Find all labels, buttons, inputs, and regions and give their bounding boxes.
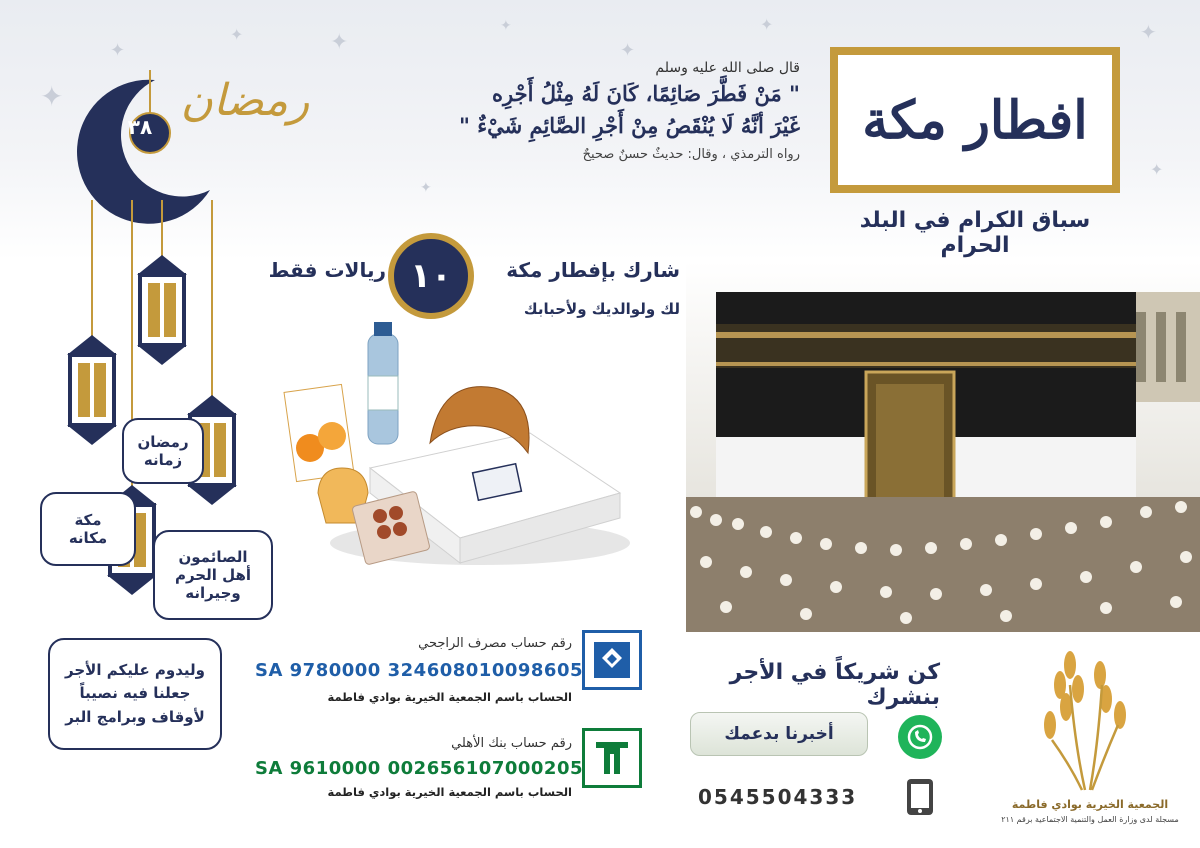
iftar-meal-illustration bbox=[280, 318, 640, 578]
bubble-makkah-place bbox=[40, 492, 136, 566]
bubble-line: وجيرانه bbox=[185, 584, 241, 602]
ahli-iban[interactable] bbox=[255, 758, 583, 779]
hadith-intro: قال صلى الله عليه وسلم bbox=[655, 60, 800, 76]
lantern-icon bbox=[137, 255, 187, 365]
kaaba-photo bbox=[686, 262, 1200, 632]
bubble-line: لأوقاف وبرامج البر bbox=[65, 707, 205, 726]
brand-tagline: سباق الكرام في البلد الحرام bbox=[859, 208, 1091, 258]
beneficiaries-text: لك ولوالديك ولأحبابك bbox=[523, 300, 680, 318]
brand-logo-frame bbox=[830, 47, 1120, 193]
price-badge: ١٠ bbox=[388, 233, 474, 319]
brand-logo-text: افطار مكة bbox=[838, 55, 1112, 185]
tell-us-button[interactable] bbox=[690, 712, 868, 756]
rajhi-bank-logo-icon bbox=[582, 630, 642, 690]
rajhi-account-name: الحساب باسم الجمعية الخيرية بوادي فاطمة bbox=[327, 690, 572, 704]
moon-number: ٣٨ bbox=[127, 115, 153, 139]
lantern-icon bbox=[67, 335, 117, 445]
ramadan-calligraphy: رمضان bbox=[180, 75, 310, 126]
star-icon: ✦ bbox=[110, 40, 126, 61]
star-icon: ✦ bbox=[620, 40, 636, 61]
star-icon: ✦ bbox=[1140, 20, 1157, 44]
hadith-line-1: " مَنْ فَطَّرَ صَائِمًا، كَانَ لَهُ مِثْلُ أَجْرِه bbox=[492, 81, 800, 106]
star-icon: ✦ bbox=[500, 18, 512, 34]
iban-prefix: SA 9610000 bbox=[255, 758, 381, 779]
star-icon: ✦ bbox=[330, 30, 349, 55]
star-icon: ✦ bbox=[230, 25, 244, 44]
participate-text: شارك بإفطار مكة bbox=[506, 258, 680, 282]
ahli-account-label: رقم حساب بنك الأهلي bbox=[451, 736, 572, 751]
rajhi-iban[interactable] bbox=[255, 660, 583, 681]
bubble-dua bbox=[48, 638, 222, 750]
bubble-line: أهل الحرم bbox=[174, 566, 252, 584]
iban-number: 324608010098605 bbox=[387, 660, 583, 681]
star-icon: ✦ bbox=[40, 80, 64, 113]
hadith-line-2: غَيْرَ أنَّهُ لَا يُنْقَصُ مِنْ أَجْرِ الصَّائِمِ شَيْءٌ " bbox=[458, 113, 800, 139]
bubble-line: زمانه bbox=[143, 451, 183, 469]
bubble-ramadan-time bbox=[122, 418, 204, 484]
ahli-bank-logo-icon bbox=[582, 728, 642, 788]
iban-prefix: SA 9780000 bbox=[255, 660, 381, 681]
bubble-line: الصائمون bbox=[178, 548, 248, 566]
phone-icon bbox=[905, 777, 935, 817]
hadith-reference: رواه الترمذي ، وقال: حديثٌ حسنٌ صحيحٌ bbox=[582, 146, 800, 162]
hadith-block bbox=[380, 60, 800, 162]
riyals-text: ريالات فقط bbox=[268, 258, 386, 282]
organization-name: الجمعية الخيرية بوادي فاطمة bbox=[1011, 798, 1169, 811]
bubble-line: وليدوم عليكم الأجر bbox=[65, 661, 205, 680]
organization-registration: مسجلة لدى وزارة العمل والتنمية الاجتماعية برقم ٢١١ bbox=[1001, 815, 1179, 824]
bubble-fasters bbox=[153, 530, 273, 620]
tell-us-label: أخبرنا بدعمك bbox=[724, 724, 834, 744]
bubble-line: مكة bbox=[74, 511, 102, 529]
star-icon: ✦ bbox=[420, 180, 432, 196]
bubble-line: مكانه bbox=[68, 529, 108, 547]
wheat-logo-icon bbox=[1010, 645, 1170, 795]
bubble-line: جعلنا فيه نصيباً bbox=[79, 684, 191, 703]
rajhi-account-label: رقم حساب مصرف الراجحي bbox=[418, 636, 572, 651]
star-icon: ✦ bbox=[1150, 160, 1164, 179]
partner-callout: كن شريكاً في الأجر بنشرك bbox=[729, 660, 940, 710]
phone-number[interactable]: 0545504333 bbox=[698, 785, 858, 809]
star-icon: ✦ bbox=[760, 15, 774, 34]
whatsapp-icon[interactable] bbox=[898, 715, 942, 759]
bubble-line: رمضان bbox=[137, 433, 189, 451]
iban-number: 002656107000205 bbox=[387, 758, 583, 779]
ahli-account-name: الحساب باسم الجمعية الخيرية بوادي فاطمة bbox=[327, 785, 572, 799]
